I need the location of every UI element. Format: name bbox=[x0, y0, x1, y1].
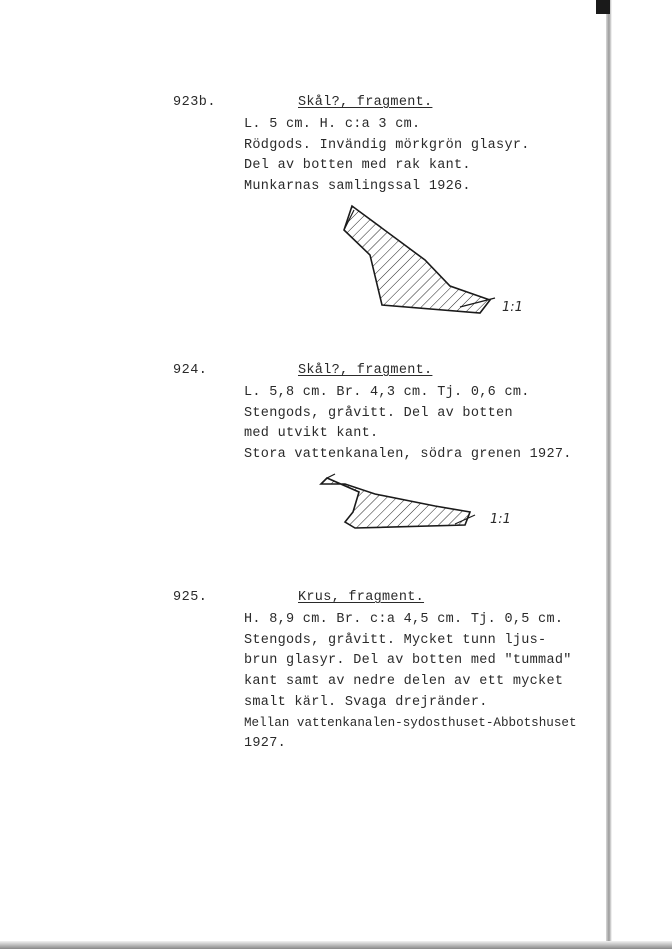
description-line: Rödgods. Invändig mörkgrön glasyr. bbox=[244, 137, 530, 153]
entry-description bbox=[244, 610, 577, 755]
description-line: Del av botten med rak kant. bbox=[244, 158, 471, 174]
fragment-profile-drawing-924 bbox=[315, 470, 495, 535]
entry-number: 923b. bbox=[173, 95, 217, 110]
entry-description bbox=[244, 115, 530, 198]
description-line: kant samt av nedre delen av ett mycket bbox=[244, 674, 564, 690]
page-bottom-edge bbox=[0, 941, 672, 949]
description-line: Munkarnas samlingssal 1926. bbox=[244, 179, 471, 195]
description-line: med utvikt kant. bbox=[244, 426, 379, 442]
entry-number: 925. bbox=[173, 590, 208, 605]
scale-label: 1:1 bbox=[502, 300, 523, 315]
description-line: Stengods, gråvitt. Del av botten bbox=[244, 405, 513, 421]
description-line: L. 5 cm. H. c:a 3 cm. bbox=[244, 117, 421, 132]
entry-title: Skål?, fragment. bbox=[298, 95, 433, 110]
description-line: Stora vattenkanalen, södra grenen 1927. bbox=[244, 447, 572, 463]
description-line: Stengods, gråvitt. Mycket tunn ljus- bbox=[244, 632, 547, 648]
entry-number: 924. bbox=[173, 363, 208, 378]
page-edge-shadow bbox=[606, 0, 672, 949]
fragment-profile-drawing-923b bbox=[330, 200, 530, 320]
scale-label: 1:1 bbox=[490, 512, 511, 527]
description-line: smalt kärl. Svaga drejränder. bbox=[244, 694, 488, 710]
entry-title: Krus, fragment. bbox=[298, 590, 425, 605]
description-line: Mellan vattenkanalen-sydosthuset-Abbotshuset bbox=[244, 716, 577, 731]
entry-title: Skål?, fragment. bbox=[298, 363, 433, 378]
description-line: brun glasyr. Del av botten med "tummad" bbox=[244, 653, 572, 669]
entry-description bbox=[244, 383, 572, 466]
description-line: H. 8,9 cm. Br. c:a 4,5 cm. Tj. 0,5 cm. bbox=[244, 612, 564, 627]
description-line: 1927. bbox=[244, 736, 287, 752]
page-corner bbox=[596, 0, 610, 14]
description-line: L. 5,8 cm. Br. 4,3 cm. Tj. 0,6 cm. bbox=[244, 385, 530, 400]
